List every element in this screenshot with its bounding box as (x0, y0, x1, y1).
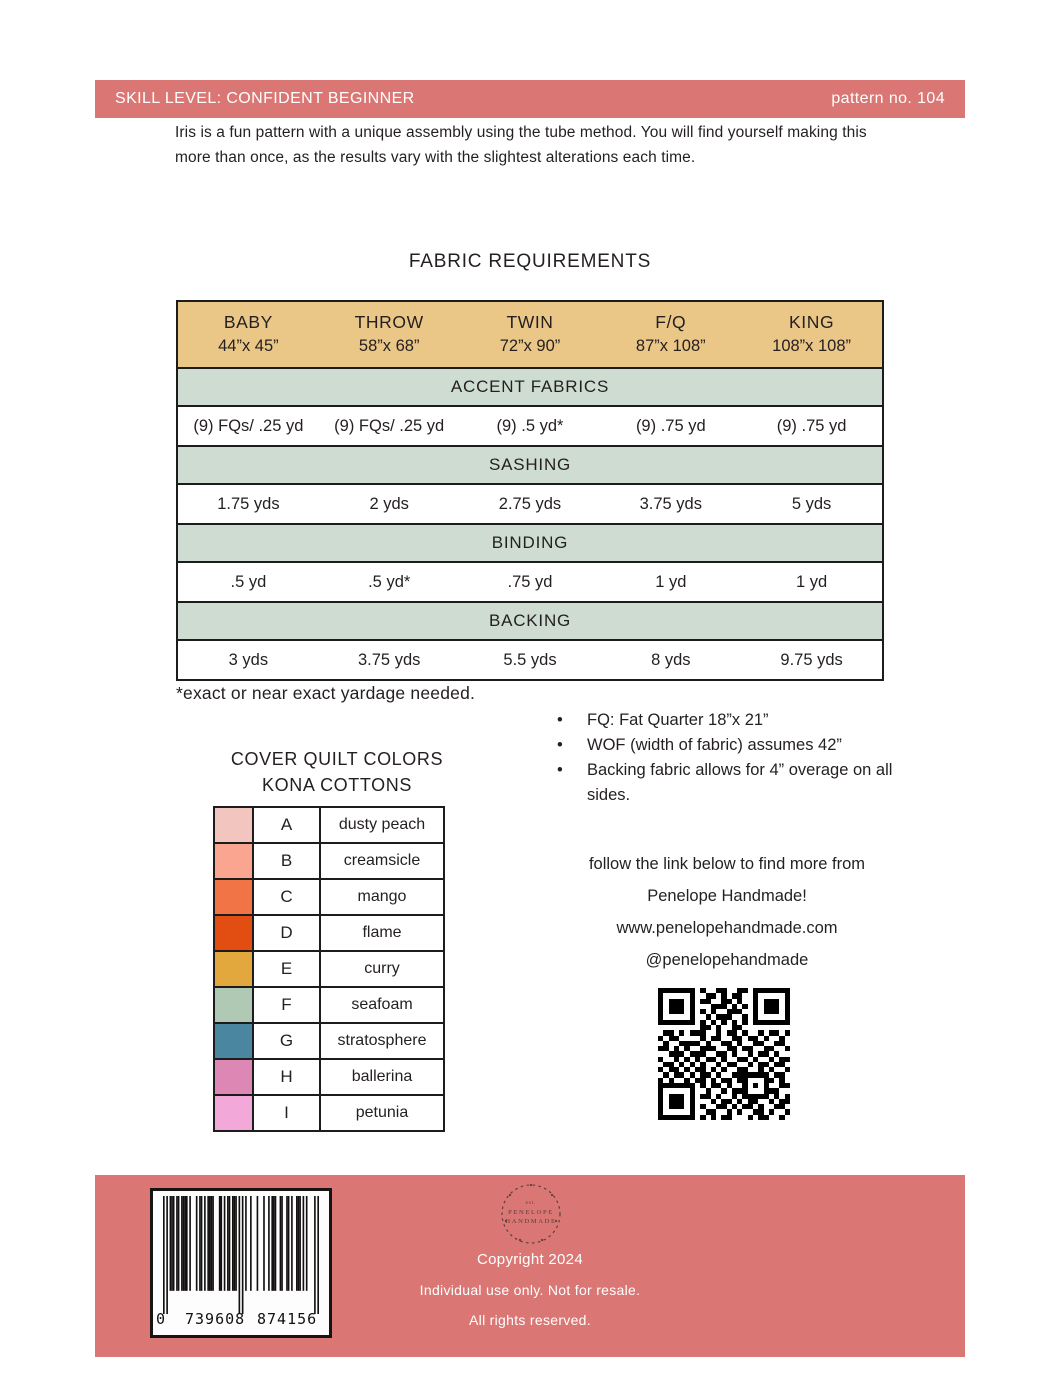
logo-est-text: est. (525, 1201, 537, 1206)
color-swatch (215, 808, 252, 842)
cover-quilt-colors-line2: KONA COTTONS (262, 775, 412, 795)
note-text: FQ: Fat Quarter 18”x 21” (587, 711, 769, 729)
size-column-header (178, 310, 319, 359)
section-values-row (178, 561, 882, 601)
color-letter: I (252, 1096, 319, 1130)
fabric-requirements-title: FABRIC REQUIREMENTS (408, 251, 652, 272)
fabric-table-header-row (178, 302, 882, 367)
color-swatch (215, 1024, 252, 1058)
size-dimensions: 44”x 45” (218, 337, 279, 356)
color-letter: G (252, 1024, 319, 1058)
cover-quilt-colors-line1: COVER QUILT COLORS (230, 749, 444, 769)
section-values-row (178, 483, 882, 523)
color-swatch (215, 844, 252, 878)
color-swatch (215, 916, 252, 950)
individual-use-text: Individual use only. Not for resale. (419, 1282, 641, 1298)
color-letter: A (252, 808, 319, 842)
fabric-requirements-table (176, 300, 884, 681)
size-dimensions: 108”x 108” (772, 337, 852, 356)
pattern-number-label: pattern no. 104 (831, 90, 945, 107)
yardage-cell: 1.75 yds (217, 494, 280, 513)
bullet-icon: • (557, 736, 563, 754)
yardage-cell: (9) FQs/ .25 yd (193, 416, 304, 435)
color-name: ballerina (319, 1060, 443, 1094)
color-row (215, 950, 443, 986)
color-swatch (215, 1096, 252, 1130)
color-name: curry (319, 952, 443, 986)
color-row (215, 986, 443, 1022)
cover-quilt-colors-title (176, 746, 498, 798)
size-column-header (600, 310, 741, 359)
note-text: Backing fabric allows for 4” overage on all sides. (587, 761, 893, 804)
yardage-cell: (9) .5 yd* (496, 416, 564, 435)
yardage-cell: (9) .75 yd (776, 416, 847, 435)
notes-list (545, 708, 895, 808)
color-name: dusty peach (319, 808, 443, 842)
color-name: seafoam (319, 988, 443, 1022)
yardage-cell: 3 yds (228, 650, 269, 669)
yardage-cell: 1 yd (655, 572, 687, 591)
yardage-cell: (9) FQs/ .25 yd (334, 416, 445, 435)
yardage-footnote: *exact or near exact yardage needed. (176, 683, 476, 703)
size-name: BABY (223, 311, 273, 332)
section-label-row: BACKING (178, 601, 882, 639)
color-name: stratosphere (319, 1024, 443, 1058)
color-name: mango (319, 880, 443, 914)
barcode-digit-left: 0 (156, 1310, 166, 1328)
size-name: THROW (354, 311, 424, 332)
color-row (215, 1022, 443, 1058)
color-name: flame (319, 916, 443, 950)
color-row (215, 1094, 443, 1130)
skill-level-label: SKILL LEVEL: CONFIDENT BEGINNER (115, 90, 415, 107)
color-swatch (215, 952, 252, 986)
color-row (215, 1058, 443, 1094)
logo-line1: PENELOPE (508, 1209, 554, 1216)
section-values-row (178, 405, 882, 445)
yardage-cell: 3.75 yds (358, 650, 421, 669)
note-item (545, 758, 895, 808)
header-bar (95, 80, 965, 118)
yardage-cell: 3.75 yds (639, 494, 702, 513)
yardage-cell: 2.75 yds (498, 494, 562, 513)
links-block (547, 848, 907, 976)
size-column-header (741, 310, 882, 359)
size-column-header (460, 310, 601, 359)
bullet-icon: • (557, 761, 563, 779)
size-column-header (319, 310, 460, 359)
size-name: TWIN (506, 311, 554, 332)
barcode-digit-group1: 739608 (185, 1310, 246, 1328)
qr-code (658, 988, 790, 1120)
color-letter: H (252, 1060, 319, 1094)
yardage-cell: 5.5 yds (503, 650, 557, 669)
brand-name-text: Penelope Handmade! (647, 887, 807, 905)
color-letter: E (252, 952, 319, 986)
website-url: www.penelopehandmade.com (616, 919, 838, 937)
instagram-handle: @penelopehandmade (645, 951, 809, 969)
size-dimensions: 87”x 108” (635, 337, 706, 356)
color-swatch (215, 1060, 252, 1094)
section-values-row (178, 639, 882, 679)
color-row (215, 878, 443, 914)
size-name: F/Q (655, 311, 687, 332)
section-label-row: ACCENT FABRICS (178, 367, 882, 405)
note-text: WOF (width of fabric) assumes 42” (587, 736, 842, 754)
color-swatch (215, 880, 252, 914)
color-swatch (215, 988, 252, 1022)
yardage-cell: 8 yds (651, 650, 691, 669)
intro-paragraph: Iris is a fun pattern with a unique assembly using the tube method. You will find yourself making this more than once, as the results vary with the slightest alterations each time. (175, 124, 867, 166)
barcode-digit-group2: 874156 (257, 1310, 318, 1328)
size-dimensions: 72”x 90” (499, 337, 561, 356)
color-letter: D (252, 916, 319, 950)
color-name: petunia (319, 1096, 443, 1130)
color-row (215, 808, 443, 842)
penelope-handmade-logo (498, 1181, 564, 1247)
follow-link-text: follow the link below to find more from (588, 855, 866, 873)
color-letter: C (252, 880, 319, 914)
color-name: creamsicle (319, 844, 443, 878)
section-label-row: BINDING (178, 523, 882, 561)
note-item (545, 708, 895, 733)
size-name: KING (789, 311, 835, 332)
section-label-row: SASHING (178, 445, 882, 483)
yardage-cell: 2 yds (369, 494, 409, 513)
yardage-cell: .5 yd* (368, 572, 411, 591)
color-row (215, 914, 443, 950)
logo-line2: HANDMADE (505, 1218, 557, 1225)
copyright-text: Copyright 2024 (477, 1251, 583, 1268)
rights-text: All rights reserved. (469, 1312, 591, 1328)
color-letter: F (252, 988, 319, 1022)
size-dimensions: 58”x 68” (358, 337, 420, 356)
yardage-cell: (9) .75 yd (635, 416, 706, 435)
yardage-cell: 1 yd (796, 572, 828, 591)
yardage-cell: .5 yd (230, 572, 267, 591)
color-row (215, 842, 443, 878)
yardage-cell: 9.75 yds (780, 650, 843, 669)
bullet-icon: • (557, 711, 563, 729)
kona-colors-table (213, 806, 445, 1132)
yardage-cell: 5 yds (791, 494, 832, 513)
note-item (545, 733, 895, 758)
footer-bar (95, 1175, 965, 1357)
yardage-cell: .75 yd (507, 572, 553, 591)
color-letter: B (252, 844, 319, 878)
